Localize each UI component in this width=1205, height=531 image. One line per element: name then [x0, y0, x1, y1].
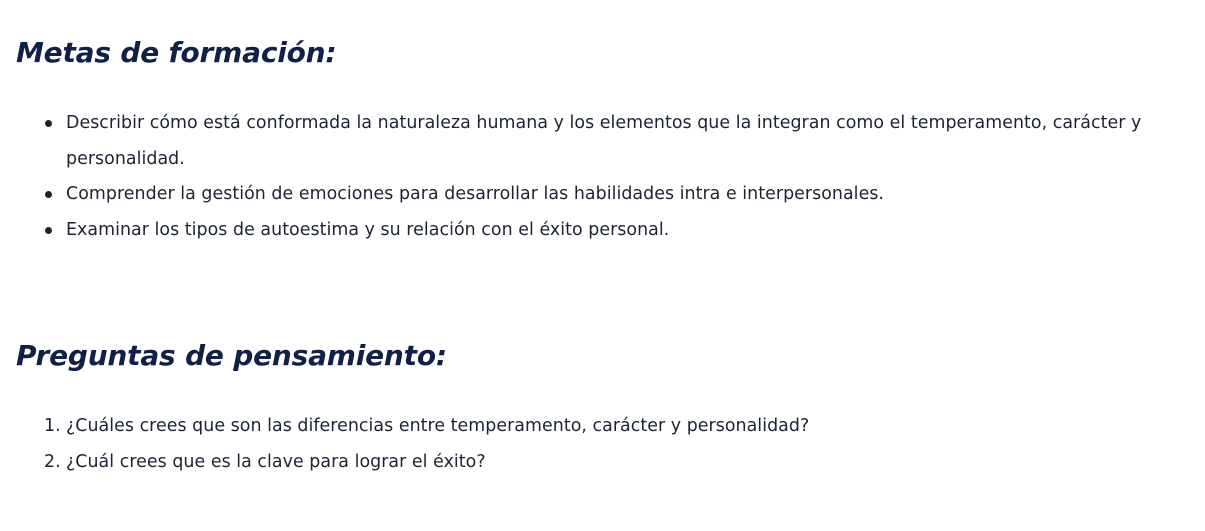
item-number: 1.	[44, 416, 61, 436]
list-item	[0, 445, 1190, 481]
goal-text: Comprender la gestión de emociones para desarrollar las habilidades intra e interpersonales.	[66, 184, 885, 204]
goals-list	[0, 106, 1190, 248]
list-item	[0, 409, 1190, 445]
bullet-icon	[45, 191, 52, 198]
list-item	[0, 106, 1190, 177]
bullet-icon	[45, 227, 52, 234]
question-text: ¿Cuál crees que es la clave para lograr el éxito?	[66, 451, 486, 472]
goal-text: Describir cómo está conformada la naturaleza humana y los elementos que la integran como el temperamento, carácter y personalidad.	[66, 113, 1142, 169]
question-text: ¿Cuáles crees que son las diferencias entre temperamento, carácter y personalidad?	[66, 416, 810, 436]
goal-text: Examinar los tipos de autoestima y su relación con el éxito personal.	[66, 219, 670, 240]
bullet-icon	[45, 120, 52, 127]
item-number: 2.	[44, 451, 61, 472]
questions-list	[0, 409, 1190, 480]
list-item	[0, 177, 1190, 213]
goals-heading: Metas de formación:	[16, 36, 337, 69]
list-item	[0, 213, 1190, 249]
questions-heading: Preguntas de pensamiento:	[16, 339, 447, 372]
